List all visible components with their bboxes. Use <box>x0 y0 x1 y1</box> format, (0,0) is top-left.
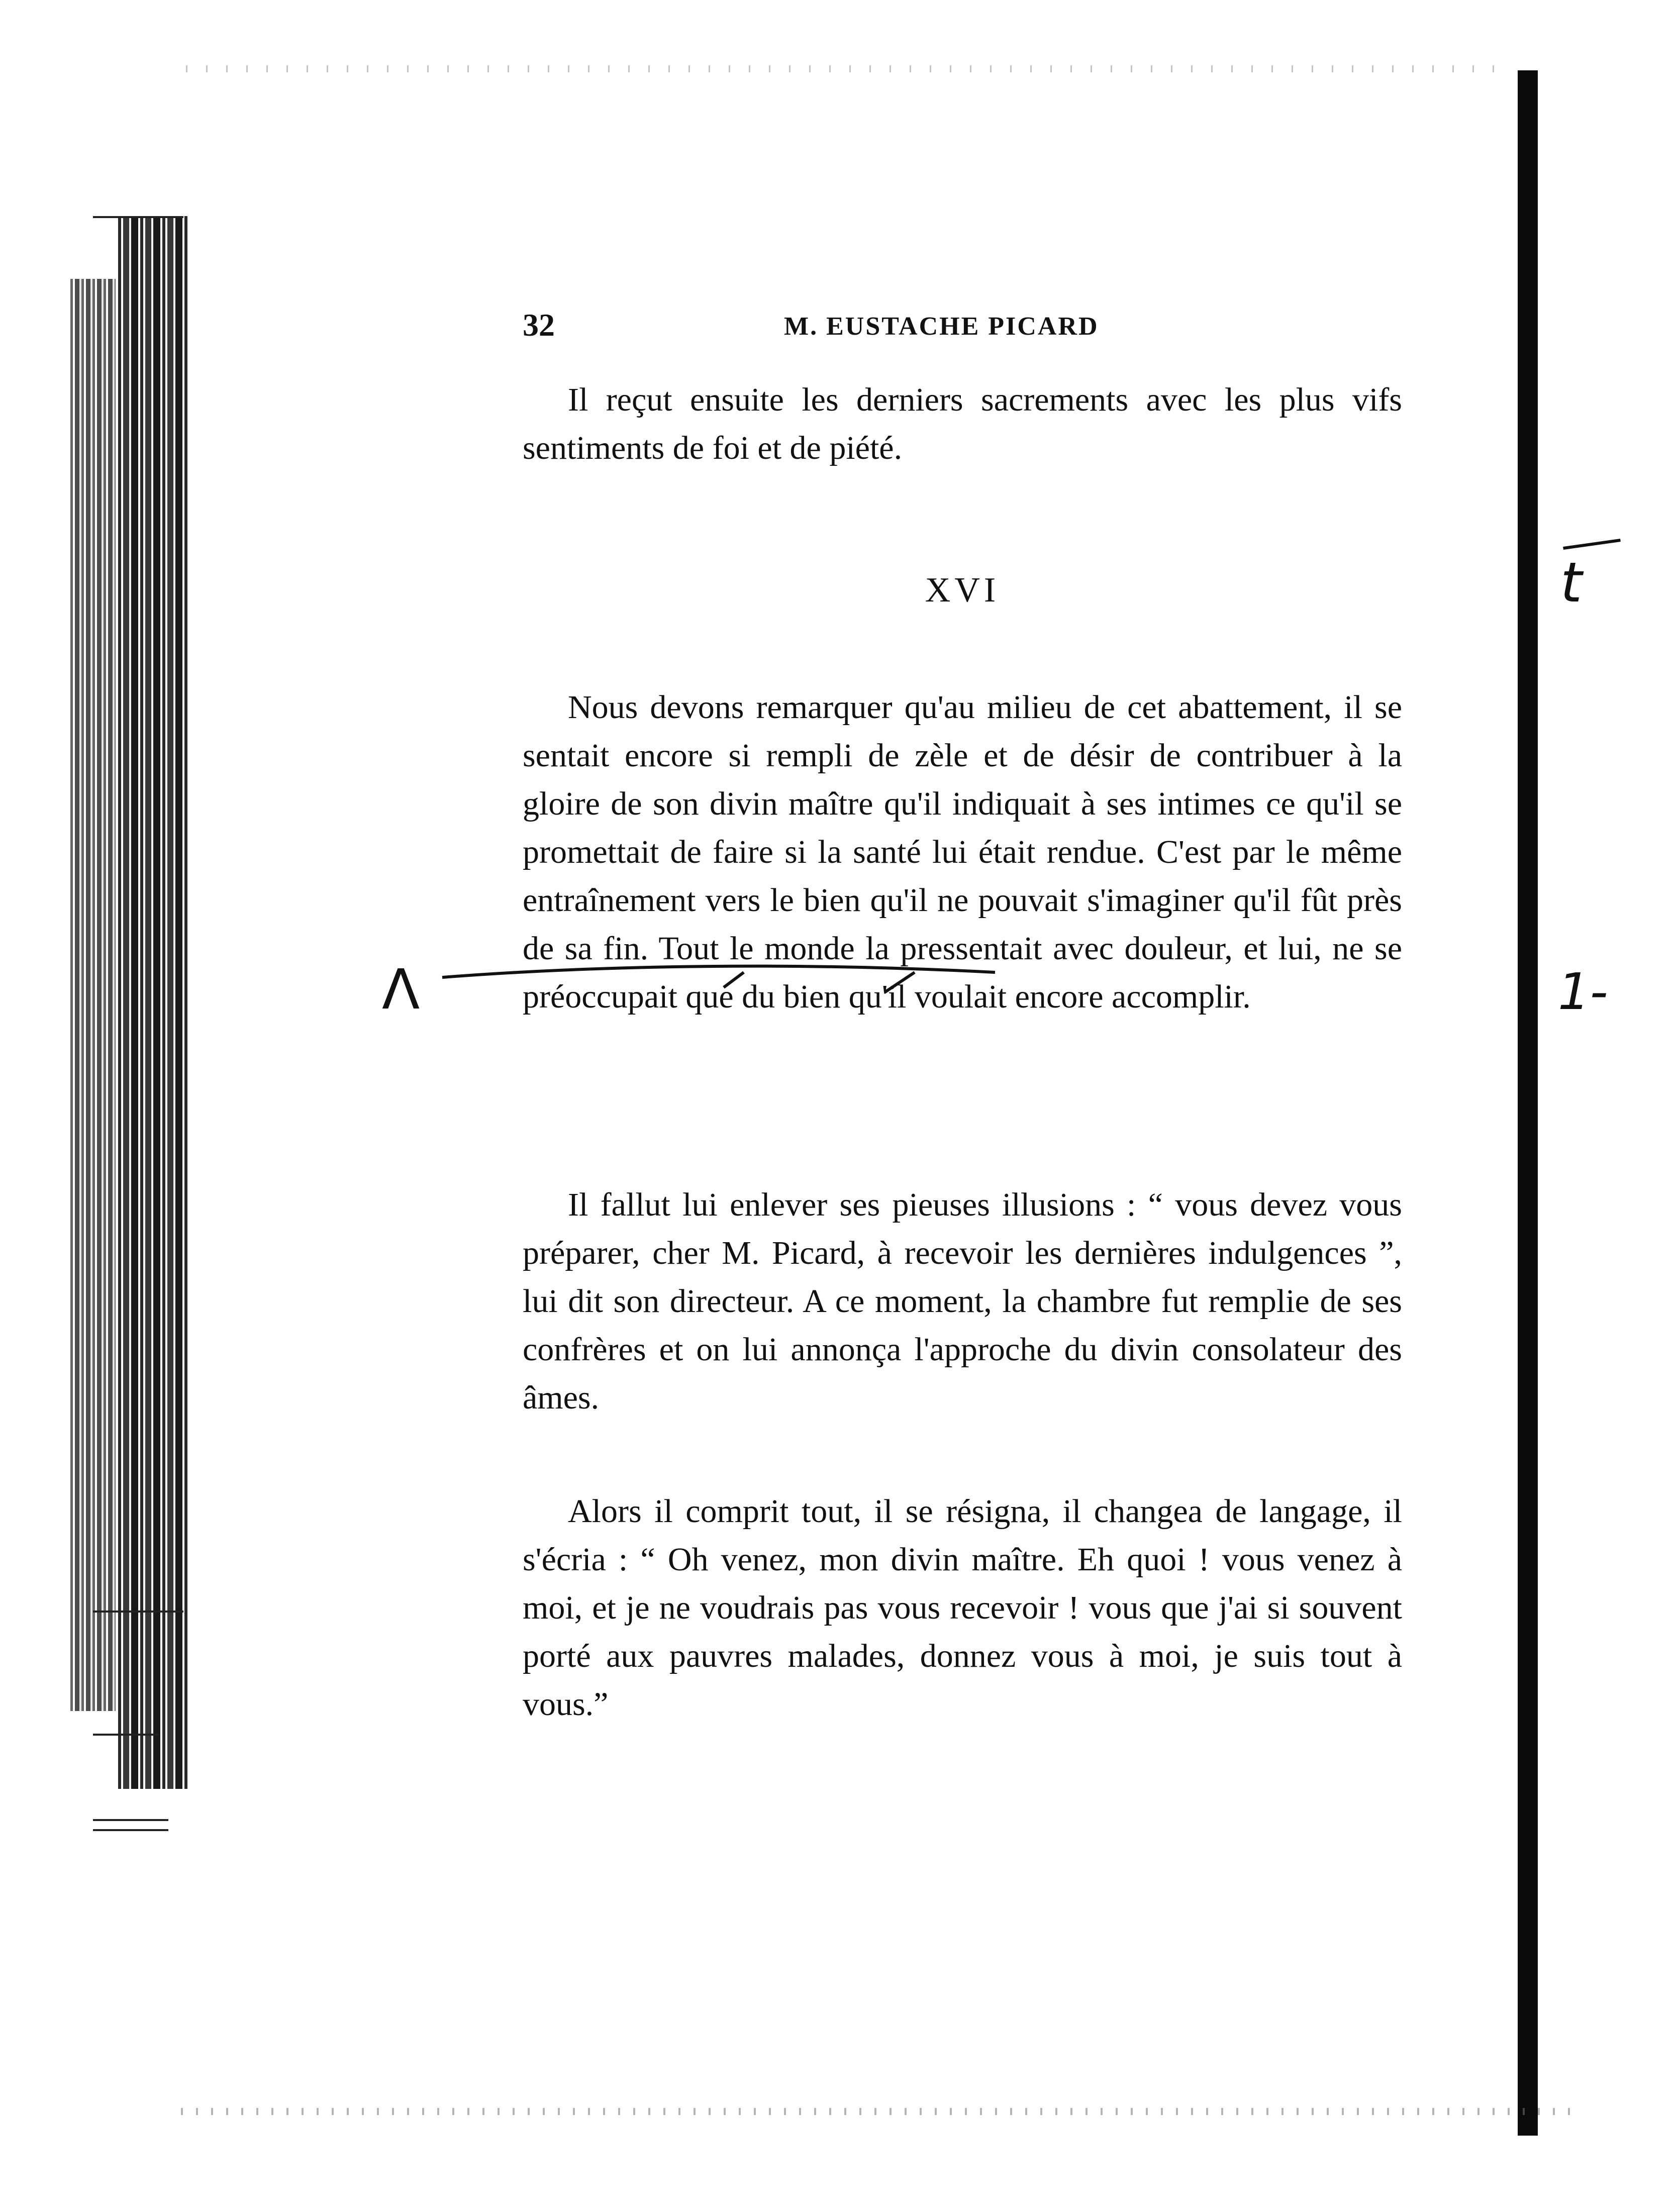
paragraph-text: Il fallut lui enlever ses pieuses illusions : “ vous devez vous préparer, cher M. Picard, à recevoir les dernières indulgences ”, lui dit son directeur. A ce moment, la chambre fut remplie de ses confrères et on lui annonça l'approche du divin consolateur des âmes. <box>523 1186 1402 1416</box>
scan-noise-top <box>186 65 1513 72</box>
edge-rule <box>93 1611 183 1613</box>
page-number: 32 <box>523 307 555 343</box>
edge-rule <box>93 1819 168 1821</box>
handwritten-caret: Λ <box>382 957 420 1022</box>
edge-rule <box>93 216 183 218</box>
running-title: M. EUSTACHE PICARD <box>784 312 1099 341</box>
binding-edge <box>118 216 188 1789</box>
paragraph-text: Nous devons remarquer qu'au milieu de cet abattement, il se sentait encore si rempli de zèle et de désir de contribuer à la gloire de son divin maître qu'il indiquait à ses intimes ce qu'il se promettait de faire si la santé lui était rendue. C'est par le même entraînement vers le bien qu'il ne pouvait s'imaginer qu'il fût près de sa fin. Tout le monde la pressentait avec douleur, et lui, ne se préoccupait que du bien qu'il voulait encore accomplir. <box>523 689 1402 1015</box>
section-heading: XVI <box>925 571 1000 610</box>
paragraph-1 <box>523 376 1402 472</box>
binding-shadow <box>70 279 116 1711</box>
scan-noise-bottom <box>181 2108 1578 2115</box>
handwritten-mark-t: t <box>1560 550 1583 615</box>
edge-rule <box>93 1734 158 1736</box>
paragraph-text: Il reçut ensuite les derniers sacrements avec les plus vifs sentiments de foi et de piété. <box>523 381 1402 466</box>
paragraph-3 <box>523 1181 1402 1422</box>
running-head <box>523 307 1412 347</box>
handwritten-stroke <box>1563 539 1621 550</box>
edge-rule <box>93 1829 168 1831</box>
paragraph-4 <box>523 1487 1402 1729</box>
right-page-edge <box>1518 70 1538 2136</box>
handwritten-mark-right: 1- <box>1558 962 1608 1021</box>
paragraph-2 <box>523 683 1402 1021</box>
paragraph-text: Alors il comprit tout, il se résigna, il changea de langage, il s'écria : “ Oh venez, mon divin maître. Eh quoi ! vous venez à moi, et je ne voudrais pas vous recevoir ! vous que j'ai si souvent porté aux pauvres malades, donnez vous à moi, je suis tout à vous.” <box>523 1493 1402 1723</box>
